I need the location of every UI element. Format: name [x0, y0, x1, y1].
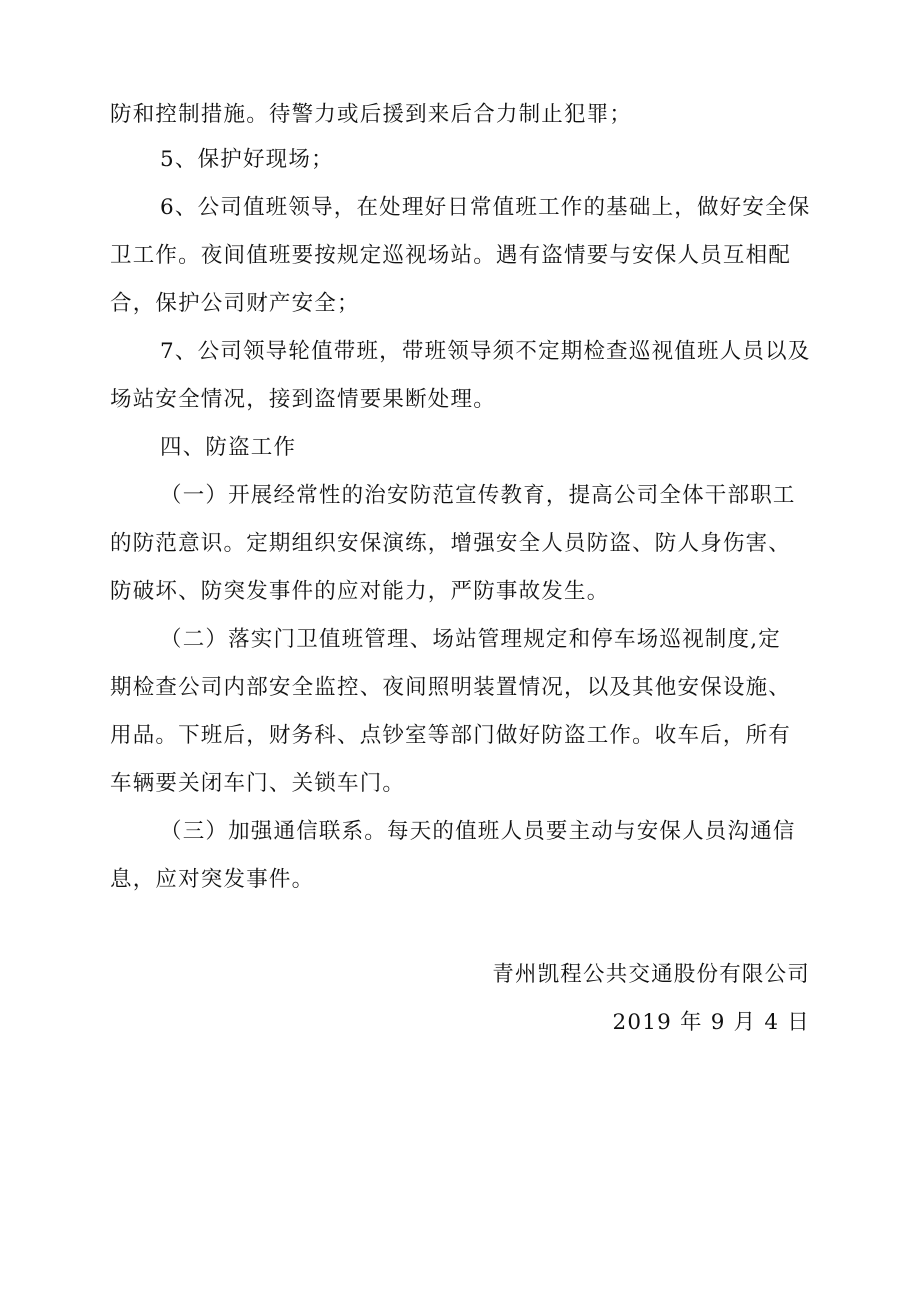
- text-line: 卫工作。夜间值班要按规定巡视场站。遇有盗情要与安保人员互相配: [110, 243, 792, 268]
- text-line: 车辆要关闭车门、关锁车门。: [110, 771, 406, 796]
- signature-company: 青州凯程公共交通股份有限公司: [492, 962, 810, 987]
- text-line: 6、公司值班领导，在处理好日常值班工作的基础上，做好安全保: [160, 195, 811, 220]
- text-line: （二）落实门卫值班管理、场站管理规定和停车场巡视制度,定: [160, 627, 781, 652]
- text-line: 合，保护公司财产安全；: [110, 291, 360, 316]
- text-line: 防和控制措施。待警力或后援到来后合力制止犯罪；: [110, 102, 633, 127]
- text-line: 5、保护好现场；: [160, 147, 334, 172]
- text-line: （一）开展经常性的治安防范宣传教育，提高公司全体干部职工: [160, 483, 796, 508]
- signature-date: 2019 年 9 月 4 日: [612, 1010, 810, 1035]
- text-line: 用品。下班后，财务科、点钞室等部门做好防盗工作。收车后，所有: [110, 723, 792, 748]
- text-line: 期检查公司内部安全监控、夜间照明装置情况，以及其他安保设施、: [110, 675, 792, 700]
- text-line: 防破坏、防突发事件的应对能力，严防事故发生。: [110, 579, 610, 604]
- text-line: 7、公司领导轮值带班，带班领导须不定期检查巡视值班人员以及: [160, 339, 811, 364]
- section-heading: 四、防盗工作: [160, 435, 297, 460]
- text-line: （三）加强通信联系。每天的值班人员要主动与安保人员沟通信: [160, 819, 796, 844]
- text-line: 的防范意识。定期组织安保演练，增强安全人员防盗、防人身伤害、: [110, 531, 792, 556]
- text-line: 场站安全情况，接到盗情要果断处理。: [110, 387, 496, 412]
- text-line: 息，应对突发事件。: [110, 867, 315, 892]
